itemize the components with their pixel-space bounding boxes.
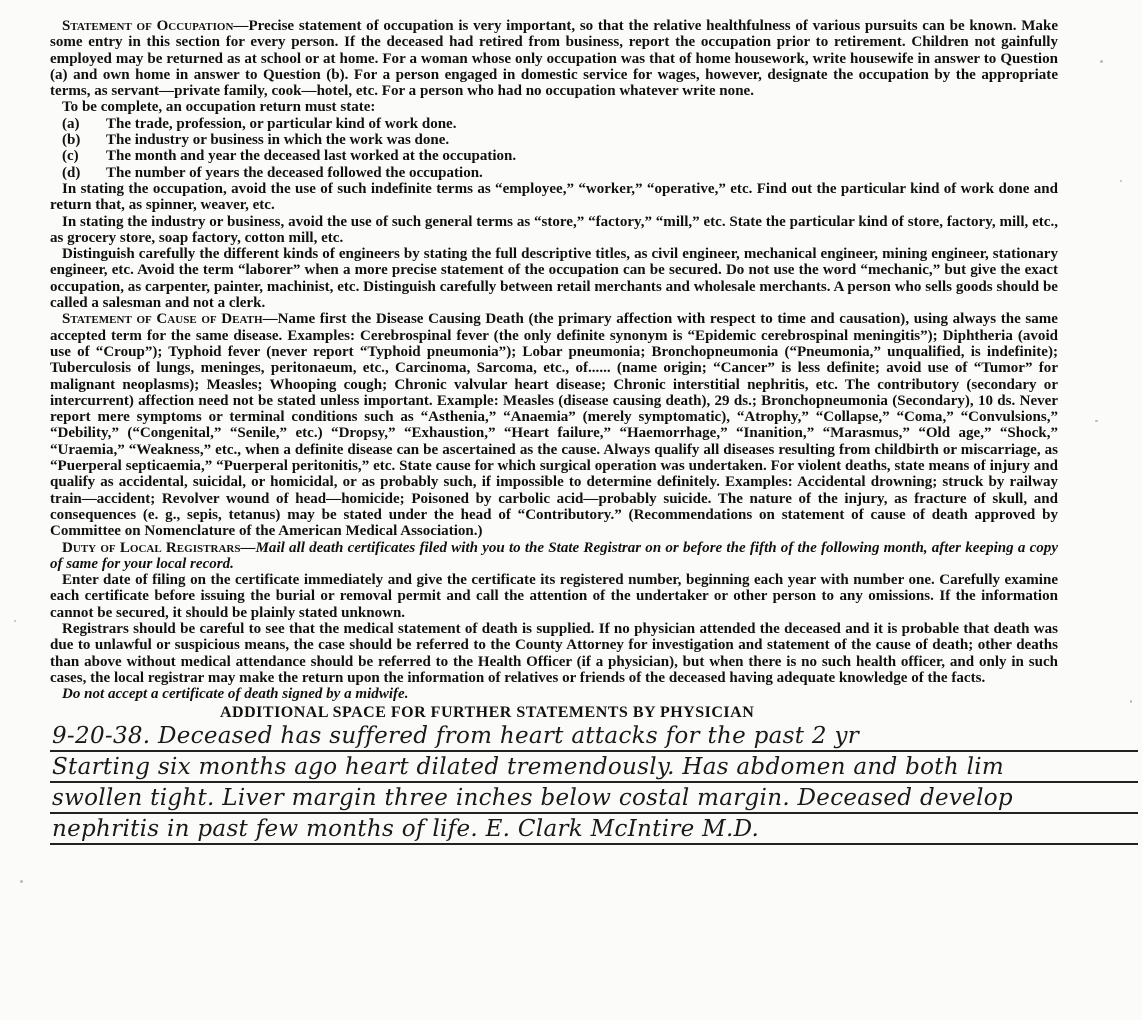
scan-speck [20, 880, 23, 883]
scan-speck [14, 620, 16, 622]
list-item: (a) The trade, profession, or particular kind of work done. [62, 115, 457, 132]
careful-paragraph: Registrars should be careful to see that the medical statement of death is supplied. If no physician attended the deceased and it is probable that death was due to unlawful or suspicious means, the case should be referred to the County Attorney for investigation and statement of the cause of death; other deaths than above without medical attendance should be referred to the Health Officer (if a physician), but when there is no such health officer, and only in such cases, the local registrar may make the return upon the information of relatives or friends of the deceased having adequate knowledge of the facts. [50, 620, 1058, 686]
scan-speck [1095, 420, 1098, 422]
list-item: (b) The industry or business in which the work was done. [62, 132, 450, 149]
handwritten-line: nephritis in past few months of life. E. Clark McIntire M.D. [50, 816, 1138, 845]
occupation-complete-line: To be complete, an occupation return must state: [62, 99, 376, 116]
occupation-engineers-paragraph: Distinguish carefully the different kinds of engineers by stating the full descriptive titles, as civil engineer, mechanical engineer, mining engineer, stationary engineer, etc. Avoid the term “laborer” when a more precise statement of the occupation can be secured. Do not use the word “mechanic,” but give the exact occupation, as carpenter, painter, machinist, etc. Distinguish carefully between retail merchants and wholesale merchants. A person who sells goods should be called a salesman and not a clerk. [50, 246, 1058, 312]
cause-text: —Name first the Disease Causing Death (the primary affection with respect to time and causation), using always the same accepted term for the same disease. Examples: Cerebrospinal fever (the only definite synonym is “Epidemic cerebrospinal meningitis”); Diphtheria (avoid use of “Croup”); Typhoid fever (never report “Typhoid pneumonia”); Lobar pneumonia; Bronchopneumonia (“Pneumonia,” unqualified, is indefinite); Tuberculosis of lungs, meninges, peritonaeum, etc., Carcinoma, Sarcoma, etc., of...... (name origin; “Cancer” is less definite; avoid use of “Tumor” for malignant neoplasms); Measles; Whooping cough; Chronic valvular heart disease; Chronic interstitial nephritis, etc. The contributory (secondary or intercurrent) affection need not be stated unless important. Example: Measles (disease causing death), 29 ds.; Bronchopneumonia (Secondary), 10 ds. Never report mere symptoms or terminal conditions such as “Asthenia,” “Anaemia” (merely symptomatic), “Atrophy,” “Collapse,” “Coma,” “Convulsions,” “Debility,” (“Congenital,” “Senile,” etc.) “Dropsy,” “Exhaustion,” “Heart failure,” “Haemorrhage,” “Inanition,” “Marasmus,” “Old age,” “Shock,” “Uraemia,” “Weakness,” etc., when a definite disease can be ascertained as the cause. Always qualify all diseases resulting from childbirth or miscarriage, as “Puerperal septicaemia,” “Puerperal peritonitis,” etc. State cause for which surgical operation was undertaken. For violent deaths, state means of injury and qualify as accidental, suicidal, or homicidal, or as probably such, if impossible to determine definitely. Examples: Accidental drowning; struck by railway train—accident; Revolver wound of head—homicide; Poisoned by carbolic acid—probably suicide. The nature of the injury, as fracture of skull, and consequences (e. g., sepis, tetanus) may be stated under the head of “Contributory.” (Recommendations on statement of cause of death approved by Committee on Nomenclature of the American Medical Association.) [50, 311, 1058, 540]
occupation-terms-paragraph: In stating the occupation, avoid the use of such indefinite terms as “employee,” “worker,” “operative,” etc. Find out the particular kind of work done and return that, as spinner, weaver, etc. [50, 180, 1058, 214]
registrars-heading: Duty of Local Registrars [62, 539, 241, 556]
cause-heading: Statement of Cause of Death [62, 311, 263, 328]
scan-speck [1120, 180, 1122, 182]
occupation-heading: Statement of Occupation [62, 18, 234, 34]
registrars-paragraph [50, 540, 1058, 573]
cause-of-death-paragraph [50, 311, 1058, 539]
additional-space-heading: ADDITIONAL SPACE FOR FURTHER STATEMENTS BY PHYSICIAN [220, 704, 755, 722]
occupation-paragraph [50, 18, 1058, 99]
list-item: (d) The number of years the deceased followed the occupation. [62, 164, 483, 181]
handwritten-line: Starting six months ago heart dilated tremendously. Has abdomen and both lim [50, 754, 1138, 783]
list-item: (c) The month and year the deceased last worked at the occupation. [62, 148, 517, 165]
handwritten-statement [50, 723, 1058, 845]
filing-paragraph: Enter date of filing on the certificate immediately and give the certificate its registered number, beginning each year with number one. Carefully examine each certificate before issuing the burial or removal permit and call the attention of the undertaker or other person to any omissions. If the information cannot be secured, it should be plainly stated unknown. [50, 572, 1058, 621]
occupation-industry-paragraph: In stating the industry or business, avoid the use of such general terms as “store,” “factory,” “mill,” etc. State the particular kind of store, factory, mill, etc., as grocery store, soap factory, cotton mill, etc. [50, 213, 1058, 246]
scan-speck [1100, 60, 1103, 63]
handwritten-line: 9-20-38. Deceased has suffered from heart attacks for the past 2 yr [50, 723, 1138, 752]
occupation-items-list [62, 116, 1058, 181]
midwife-paragraph: Do not accept a certificate of death signed by a midwife. [62, 686, 409, 703]
registrars-text: —Mail all death certificates filed with you to the State Registrar on or before the fifth of the following month, after keeping a copy of same for your local record. [50, 539, 1058, 572]
handwritten-line: swollen tight. Liver margin three inches below costal margin. Deceased develop [50, 785, 1138, 814]
occupation-intro: —Precise statement of occupation is very important, so that the relative healthfulness of various pursuits can be known. Make some entry in this section for every person. If the deceased had retired from business, report the occupation prior to retirement. Children not gainfully employed may be returned as at school or at home. For a woman whose only occupation was that of home housework, write housewife in answer to Question (a) and own home in answer to Question (b). For a person engaged in domestic service for wages, however, designate the occupation by the appropriate terms, as servant—private family, cook—hotel, etc. For a person who had no occupation whatever write none. [50, 18, 1058, 100]
scan-speck [1130, 700, 1132, 703]
